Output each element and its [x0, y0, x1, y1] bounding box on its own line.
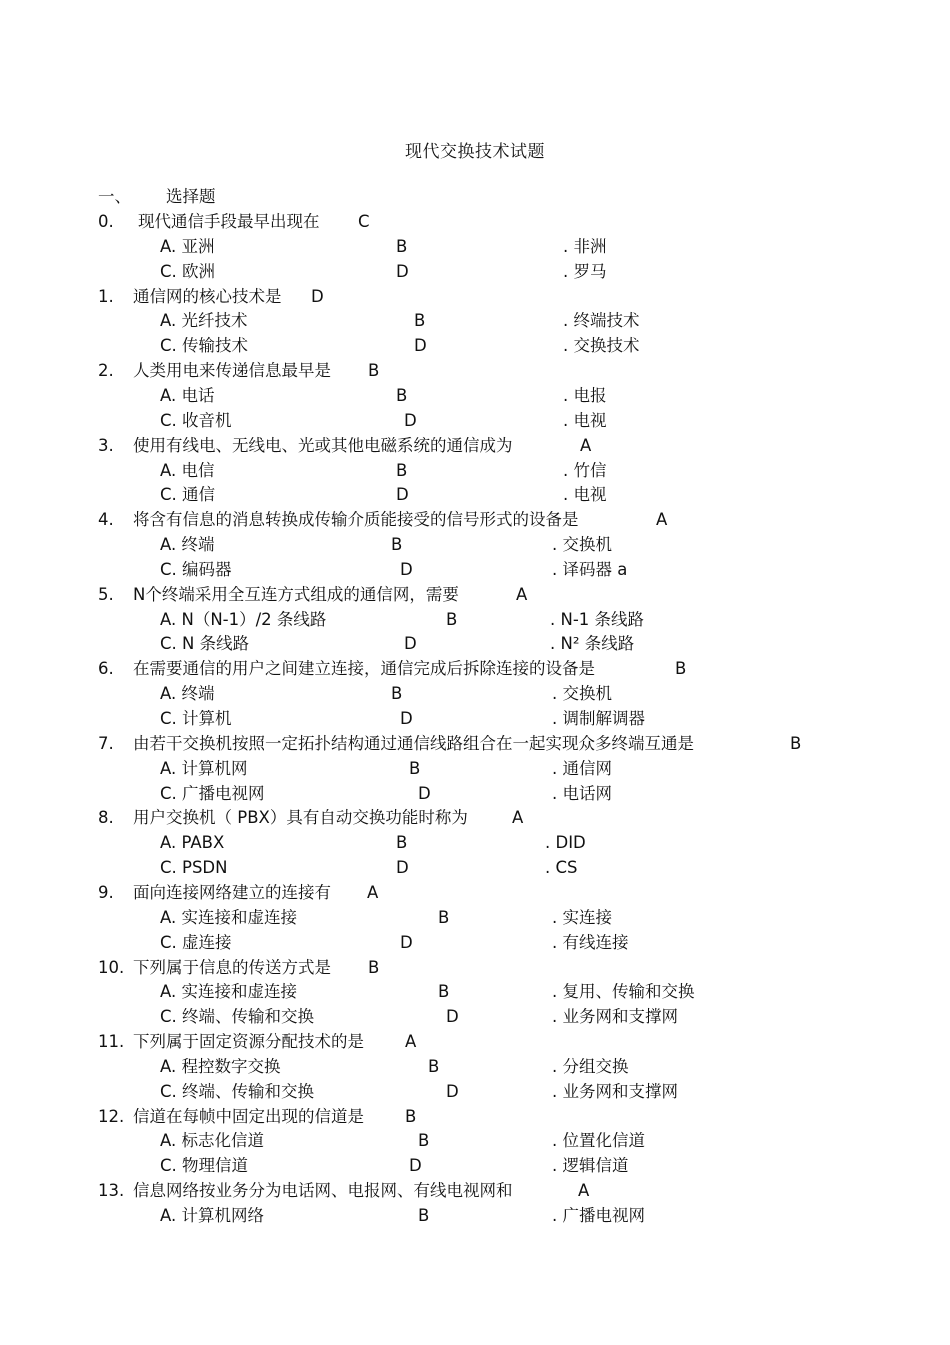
option-mid-letter: B [418, 1131, 430, 1151]
option-right: . 逻辑信道 [552, 1156, 629, 1176]
option-right: . 竹信 [563, 460, 607, 480]
question-answer: A [578, 1181, 590, 1201]
option-left: C. 广播电视网 [160, 783, 265, 803]
section-number: 一、 [98, 187, 131, 206]
option-left: C. 编码器 [160, 559, 232, 579]
option-left: A. 标志化信道 [160, 1131, 264, 1151]
option-left: A. 光纤技术 [160, 311, 248, 331]
question-answer: B [675, 659, 687, 679]
option-left: A. 计算机网络 [160, 1206, 264, 1225]
option-mid-letter: D [396, 485, 409, 505]
option-mid-letter: B [428, 1056, 440, 1076]
option-left: A. 亚洲 [160, 236, 215, 256]
option-left: A. 实连接和虚连接 [160, 982, 297, 1002]
question-number: 2. [98, 361, 114, 381]
option-right: . 通信网 [552, 758, 612, 778]
question-number: 10. [98, 957, 125, 977]
question-answer: A [656, 510, 668, 530]
option-mid-letter: D [396, 261, 409, 281]
question-stem: 人类用电来传递信息最早是 [133, 361, 331, 381]
option-right: . 业务网和支撑网 [552, 1081, 678, 1101]
question-number: 8. [98, 808, 114, 828]
option-right: . 电话网 [552, 783, 612, 803]
option-left: A. 程控数字交换 [160, 1056, 281, 1076]
question-answer: B [790, 733, 802, 753]
question-number: 1. [98, 286, 114, 306]
question-stem: 下列属于信息的传送方式是 [133, 957, 331, 977]
question-number: 5. [98, 584, 114, 604]
option-mid-letter: D [446, 1081, 459, 1101]
option-mid-letter: D [409, 1156, 422, 1176]
question-stem: 通信网的核心技术是 [133, 286, 282, 306]
option-mid-letter: B [396, 460, 408, 480]
option-mid-letter: D [400, 709, 413, 728]
question-answer: A [367, 882, 379, 902]
question-number: 13. [98, 1181, 125, 1201]
option-left: C. 虚连接 [160, 932, 232, 952]
option-left: C. 欧洲 [160, 261, 216, 281]
option-mid-letter: B [391, 535, 403, 555]
option-right: . 终端技术 [563, 311, 640, 331]
question-answer: A [512, 808, 524, 828]
question-stem: N个终端采用全互连方式组成的通信网，需要 [133, 584, 459, 604]
option-mid-letter: D [400, 559, 413, 579]
option-mid-letter: B [418, 1206, 430, 1225]
question-stem: 在需要通信的用户之间建立连接，通信完成后拆除连接的设备是 [133, 659, 595, 679]
option-right: . 业务网和支撑网 [552, 1007, 678, 1027]
option-left: A. N（N-1）/2 条线路 [160, 609, 327, 629]
question-stem: 下列属于固定资源分配技术的是 [133, 1032, 364, 1052]
option-right: . 广播电视网 [552, 1206, 645, 1225]
question-answer: D [311, 286, 324, 306]
option-left: C. 终端、传输和交换 [160, 1081, 315, 1101]
question-stem: 由若干交换机按照一定拓扑结构通过通信线路组合在一起实现众多终端互通是 [133, 733, 694, 753]
option-right: . 电视 [563, 485, 607, 505]
option-right: . N-1 条线路 [550, 609, 645, 629]
option-right: . 电视 [563, 410, 607, 430]
question-stem: 信道在每帧中固定出现的信道是 [133, 1106, 364, 1126]
option-left: A. 终端 [160, 684, 215, 704]
option-left: A. 电话 [160, 385, 215, 405]
option-left: A. 实连接和虚连接 [160, 907, 297, 927]
option-mid-letter: D [418, 783, 431, 803]
option-right: . 罗马 [563, 261, 607, 281]
option-left: C. N 条线路 [160, 634, 250, 654]
question-answer: B [368, 957, 380, 977]
option-mid-letter: B [396, 236, 408, 256]
option-right: . 交换机 [552, 684, 612, 704]
option-mid-letter: D [400, 932, 413, 952]
question-number: 6. [98, 659, 114, 679]
option-mid-letter: D [446, 1007, 459, 1027]
option-mid-letter: D [404, 634, 417, 654]
option-left: A. 计算机网 [160, 758, 248, 778]
option-mid-letter: B [409, 758, 421, 778]
question-number: 4. [98, 510, 114, 530]
question-stem: 信息网络按业务分为电话网、电报网、有线电视网和 [133, 1181, 513, 1201]
question-stem: 使用有线电、无线电、光或其他电磁系统的通信成为 [133, 435, 513, 455]
option-left: C. PSDN [160, 858, 228, 878]
option-mid-letter: B [391, 684, 403, 704]
option-mid-letter: B [396, 385, 408, 405]
section-label: 选择题 [166, 187, 216, 206]
question-stem: 面向连接网络建立的连接有 [133, 882, 331, 902]
question-answer: C [358, 212, 370, 231]
option-right: . N² 条线路 [550, 634, 635, 654]
option-right: . 电报 [563, 385, 607, 405]
question-answer: B [405, 1106, 417, 1126]
option-right: . 非洲 [563, 236, 607, 256]
option-mid-letter: B [446, 609, 458, 629]
option-left: C. 物理信道 [160, 1156, 249, 1176]
option-right: . DID [545, 833, 586, 853]
option-left: A. 终端 [160, 535, 215, 555]
option-right: . 译码器 a [552, 559, 628, 579]
option-left: C. 终端、传输和交换 [160, 1007, 315, 1027]
option-right: . 实连接 [552, 907, 612, 927]
question-stem: 将含有信息的消息转换成传输介质能接受的信号形式的设备是 [133, 510, 579, 530]
question-answer: A [516, 584, 528, 604]
question-stem: 用户交换机（ PBX）具有自动交换功能时称为 [133, 808, 468, 828]
question-answer: B [368, 361, 380, 381]
option-right: . 交换机 [552, 535, 612, 555]
question-number: 0. [98, 212, 114, 231]
document-title: 现代交换技术试题 [405, 142, 545, 162]
option-mid-letter: B [438, 982, 450, 1002]
question-number: 9. [98, 882, 114, 902]
option-right: . CS [545, 858, 578, 878]
option-right: . 交换技术 [563, 336, 640, 356]
option-mid-letter: D [414, 336, 427, 356]
option-right: . 位置化信道 [552, 1131, 645, 1151]
option-right: . 复用、传输和交换 [552, 982, 695, 1002]
question-number: 12. [98, 1106, 125, 1126]
question-stem: 现代通信手段最早出现在 [138, 212, 320, 231]
question-number: 7. [98, 733, 114, 753]
option-left: C. 传输技术 [160, 336, 249, 356]
option-left: C. 通信 [160, 485, 216, 505]
question-answer: A [405, 1032, 417, 1052]
option-mid-letter: B [438, 907, 450, 927]
option-mid-letter: D [404, 410, 417, 430]
question-number: 11. [98, 1032, 125, 1052]
option-left: C. 收音机 [160, 410, 232, 430]
option-mid-letter: D [396, 858, 409, 878]
question-number: 3. [98, 435, 114, 455]
option-mid-letter: B [414, 311, 426, 331]
option-right: . 调制解调器 [552, 709, 645, 728]
option-left: A. 电信 [160, 460, 215, 480]
option-right: . 分组交换 [552, 1056, 629, 1076]
option-left: A. PABX [160, 833, 225, 853]
question-answer: A [580, 435, 592, 455]
option-right: . 有线连接 [552, 932, 629, 952]
option-left: C. 计算机 [160, 709, 232, 728]
option-mid-letter: B [396, 833, 408, 853]
